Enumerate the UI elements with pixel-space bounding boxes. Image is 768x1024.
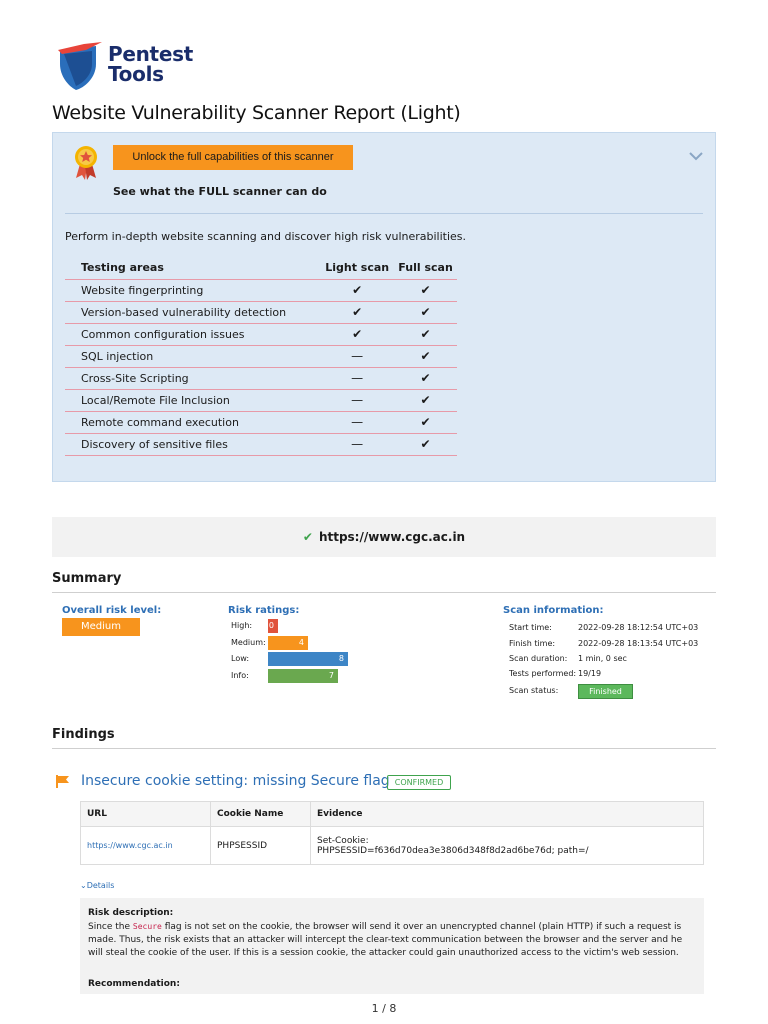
summary-heading: Summary — [52, 571, 122, 586]
rating-bar-high: 0 — [268, 619, 278, 633]
testing-area: SQL injection — [65, 345, 320, 367]
rating-label-low: Low: — [231, 654, 250, 663]
rating-label-high: High: — [231, 621, 253, 630]
scan-info-value: 1 min, 0 sec — [578, 654, 627, 663]
light-scan-check-icon: ✔ — [320, 279, 394, 301]
table-row — [65, 323, 457, 345]
table-row — [65, 433, 457, 455]
page-indicator: 1 / 8 — [371, 1002, 397, 1015]
scan-info-value: 2022-09-28 18:12:54 UTC+03 — [578, 623, 699, 632]
overall-risk-label: Overall risk level: — [62, 605, 162, 616]
scan-info-key: Start time: — [509, 623, 552, 632]
light-scan-check-icon: ✔ — [320, 301, 394, 323]
unlock-full-scanner-button[interactable]: Unlock the full capabilities of this scanner — [113, 145, 353, 170]
full-scan-check-icon: ✔ — [394, 301, 457, 323]
risk-text-rest: flag is not set on the cookie, the browser will send it over an unencrypted channel (plain HTTP) if such a request is made. Thus, the risk exists that an attacker will intercept the clear-text communication between the browser and the server and he will steal the cookie of the user. If this is a session cookie, the attacker could gain unauthorized access to the victim's web session. — [88, 922, 683, 958]
confirmed-badge: CONFIRMED — [387, 775, 451, 790]
rating-bar-low: 8 — [268, 652, 348, 666]
testing-area: Version-based vulnerability detection — [65, 301, 320, 323]
table-row — [65, 411, 457, 433]
flag-icon — [56, 775, 70, 788]
full-scan-check-icon: ✔ — [394, 389, 457, 411]
column-header: Testing areas — [65, 257, 320, 279]
full-scan-check-icon: ✔ — [394, 411, 457, 433]
rating-label-medium: Medium: — [231, 638, 266, 647]
scan-info-key: Finish time: — [509, 639, 556, 648]
scan-status-badge: Finished — [578, 684, 633, 699]
light-scan-dash-icon: — — [320, 345, 394, 367]
scan-info-value: 2022-09-28 18:13:54 UTC+03 — [578, 639, 699, 648]
target-url: https://www.cgc.ac.in — [318, 530, 466, 544]
scan-info-key: Scan duration: — [509, 654, 568, 663]
promo-description: Perform in-depth website scanning and discover high risk vulnerabilities. — [65, 230, 467, 243]
evidence-line: PHPSESSID=f636d70dea3e3806d348f8d2ad6be76d; path=/ — [317, 845, 589, 856]
full-scan-check-icon: ✔ — [394, 279, 457, 301]
risk-description-heading: Risk description: — [88, 908, 174, 918]
light-scan-dash-icon: — — [320, 411, 394, 433]
testing-area: Website fingerprinting — [65, 279, 320, 301]
full-scan-check-icon: ✔ — [394, 345, 457, 367]
light-scan-check-icon: ✔ — [320, 323, 394, 345]
promo-subtitle: See what the FULL scanner can do — [113, 185, 327, 198]
finding-url-link[interactable]: https://www.cgc.ac.in — [81, 827, 211, 865]
testing-area: Discovery of sensitive files — [65, 433, 320, 455]
full-scan-check-icon: ✔ — [394, 367, 457, 389]
column-header: Light scan — [320, 257, 394, 279]
medal-icon — [71, 144, 101, 180]
table-row — [81, 827, 704, 865]
scan-comparison-table — [65, 257, 457, 456]
finding-title: Insecure cookie setting: missing Secure flag — [81, 773, 390, 789]
rating-bar-info: 7 — [268, 669, 338, 683]
table-row — [65, 389, 457, 411]
light-scan-dash-icon: — — [320, 389, 394, 411]
pentest-tools-logo — [56, 40, 216, 96]
risk-ratings-label: Risk ratings: — [228, 605, 300, 616]
table-row — [65, 279, 457, 301]
summary-rule — [52, 592, 716, 593]
check-icon: ✔ — [302, 530, 313, 544]
logo-line-2: Tools — [108, 62, 164, 86]
full-scan-check-icon: ✔ — [394, 433, 457, 455]
target-url-bar — [52, 517, 716, 557]
risk-code: Secure — [132, 922, 162, 931]
table-row — [65, 367, 457, 389]
evidence-line: Set-Cookie: — [317, 835, 369, 846]
scan-info-key: Scan status: — [509, 686, 559, 695]
details-toggle[interactable] — [80, 881, 114, 890]
findings-rule — [52, 748, 716, 749]
logo-wordmark — [108, 44, 193, 84]
risk-description-box — [80, 898, 704, 994]
scan-info-key: Tests performed: — [509, 669, 577, 678]
chevron-down-icon[interactable] — [687, 147, 705, 165]
evidence — [311, 827, 704, 865]
risk-description-text — [88, 920, 696, 960]
column-header: Full scan — [394, 257, 457, 279]
full-scan-check-icon: ✔ — [394, 323, 457, 345]
promo-divider — [65, 213, 703, 214]
testing-area: Remote command execution — [65, 411, 320, 433]
testing-area: Cross-Site Scripting — [65, 367, 320, 389]
risk-text-start: Since the — [88, 922, 131, 932]
chevron-down-icon: ⌄ — [80, 881, 87, 890]
logo-line-1: Pentest — [108, 42, 193, 66]
testing-area: Local/Remote File Inclusion — [65, 389, 320, 411]
page-title: Website Vulnerability Scanner Report (Light) — [52, 102, 461, 124]
light-scan-dash-icon: — — [320, 433, 394, 455]
recommendation-heading: Recommendation: — [88, 979, 180, 989]
column-header: Cookie Name — [211, 802, 311, 827]
scan-info-label: Scan information: — [503, 605, 604, 616]
details-label: Details — [86, 881, 115, 890]
rating-bar-medium: 4 — [268, 636, 308, 650]
overall-risk-badge: Medium — [62, 618, 140, 636]
testing-area: Common configuration issues — [65, 323, 320, 345]
upgrade-promo-panel — [52, 132, 716, 482]
table-row — [65, 301, 457, 323]
findings-heading: Findings — [52, 727, 115, 742]
light-scan-dash-icon: — — [320, 367, 394, 389]
scan-info-value: 19/19 — [578, 669, 602, 678]
shield-logo-icon — [56, 42, 104, 92]
column-header: URL — [81, 802, 211, 827]
cookie-name: PHPSESSID — [211, 827, 311, 865]
finding-table — [80, 801, 704, 865]
table-row — [65, 345, 457, 367]
column-header: Evidence — [311, 802, 704, 827]
rating-label-info: Info: — [231, 671, 249, 680]
